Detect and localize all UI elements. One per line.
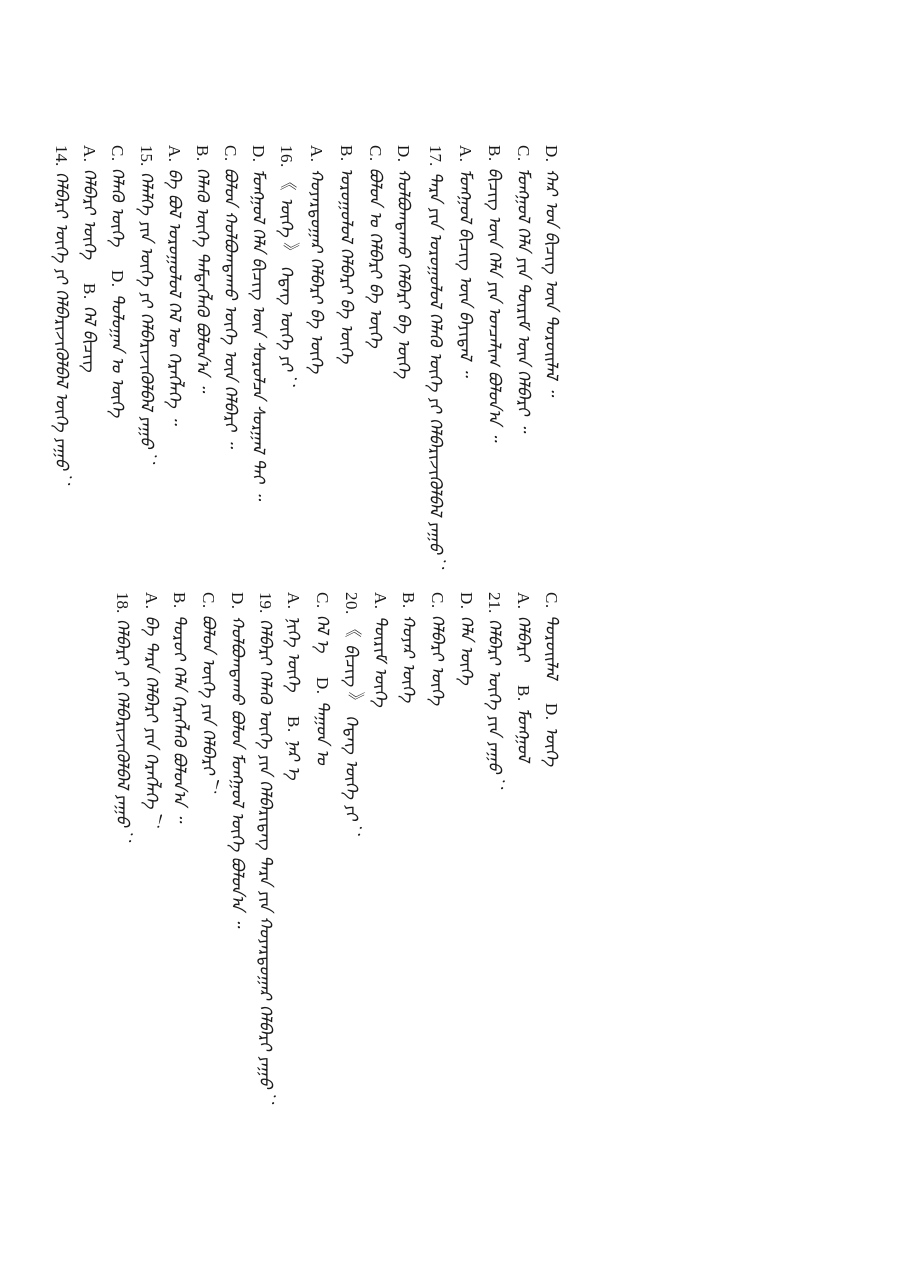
option-label: B. — [514, 684, 533, 702]
option-text: ᠬᠡᠯᠡ ᠦᠭᠡ — [456, 615, 476, 685]
option-text: ᠬᠡᠯ ᠪᠢᠴᠢᠭ — [79, 305, 99, 372]
option-text: ᠬᠠᠷ ᠤᠨ ᠪᠢᠴᠢᠭ ᠦᠨ ᠳᠣᠷᠤᠢᠯᠠᠯ ᠃ — [541, 168, 561, 396]
option-text: ᠮᠣᠩᠭᠣᠯ ᠬᠡᠯᠡ ᠶᠢᠨ ᠳᠦᠷᠢᠮ ᠦᠨ ᠬᠡᠯᠪᠡᠷᠢ ᠃ — [513, 167, 533, 432]
option-line — [371, 592, 389, 707]
question-text: ᠬᠡᠯᠪᠡᠷᠢ ᠶᠢ ᠬᠡᠯᠪᠡᠷᠢᠵᠢᠭᠦᠯᠪᠡᠯ ᠶᠠᠭᠤ ： — [112, 618, 132, 849]
option-text: ᠤᠷᠤᠭᠤᠯᠤᠯ ᠬᠡᠯᠪᠡᠷᠢ ᠪᠠ ᠦᠭᠡ — [336, 167, 356, 364]
option-label: D. — [542, 145, 561, 163]
option-text: ᠬᠡᠯ ᠡ — [312, 614, 332, 653]
option-label: C. — [221, 145, 240, 162]
option-label: A. — [165, 145, 184, 163]
option-line — [142, 592, 160, 831]
option-text: ᠪᠢᠴᠢᠭ ᠦᠨ ᠬᠡᠯᠡ ᠶᠢᠨ ᠣᠨᠴᠠᠯᠢᠭ ᠪᠣᠯᠤᠨ᠎ᠠ ᠃ — [484, 167, 504, 441]
option-label: A. — [307, 145, 326, 163]
option-label: A. — [456, 145, 475, 163]
option-label: B. — [80, 283, 99, 300]
question-line — [113, 592, 131, 849]
question-number: 15. — [137, 145, 156, 167]
option-text: ᠳᠦᠷᠢᠮ ᠦᠭᠡ — [370, 615, 390, 707]
question-text: ᠬᠡᠯᠪᠡᠷᠢ ᠦᠭᠡ ᠶᠢ ᠬᠡᠯᠪᠡᠷᠢᠵᠢᠭᠦᠯᠪᠡᠯ ᠦᠭᠡ ᠶᠠᠭᠤ ： — [51, 171, 71, 492]
option-line — [399, 592, 417, 702]
option-label: D. — [394, 145, 413, 163]
option-line — [428, 592, 446, 705]
option-label: C. — [514, 145, 533, 162]
option-label: C. — [366, 145, 385, 162]
question-number: 16. — [277, 145, 296, 168]
option-label: A. — [142, 592, 161, 610]
question-line — [485, 592, 503, 795]
question-text: 《 ᠦᠭᠡ 》 ᠭᠡᠳᠡᠭ ᠦᠭᠡ ᠶᠢ ： — [276, 173, 296, 393]
option-label: B. — [284, 715, 303, 733]
option-pair-second — [284, 716, 302, 780]
option-text: ᠪᠠ ᠲᠡᠷᠡ ᠬᠡᠯᠪᠡᠷᠢ ᠶᠢᠨ ᠬᠡᠷᠡᠭᠯᠡᠭᠡ ！ — [141, 615, 161, 831]
option-text: ᠳᠣᠷᠤᠢ ᠬᠡᠯᠡ ᠬᠡᠷᠡᠭᠯᠡᠬᠦ ᠪᠣᠯᠤᠨ᠎ᠠ ᠃ — [169, 614, 189, 822]
option-text: ᠮᠣᠩᠭᠣᠯ — [513, 707, 533, 762]
option-label: A. — [371, 592, 390, 610]
option-text: ᠪᠠ ᠪᠣᠯ ᠤᠷᠤᠭᠤᠯᠤᠯ ᠬᠡᠯ ᠦ ᠬᠡᠷᠡᠭᠯᠡᠭᠡ ᠃ — [164, 168, 184, 425]
option-text: ᠳᠣᠷᠤᠢᠯᠠᠯ — [541, 614, 561, 679]
question-number: 19. — [256, 592, 275, 614]
option-text: ᠮᠣᠩᠭᠣᠯ ᠬᠡᠯᠡ ᠪᠢᠴᠢᠭ ᠦᠨ ᠰᠤᠷᠤᠯᠴᠠ ᠰᠤᠷᠭᠠᠯ ᠲᠠᠢ ᠃ — [248, 168, 268, 500]
option-line — [199, 592, 217, 797]
option-text: ᠬᠣᠶᠠᠷ ᠦᠭᠡ — [398, 614, 418, 703]
option-label: B. — [170, 592, 189, 609]
question-text: 《 ᠪᠢᠴᠢᠭ 》 ᠭᠡᠳᠡᠭ ᠦᠭᠡ ᠶᠢ ： — [341, 620, 361, 843]
option-pair-second — [542, 703, 560, 766]
option-text: ᠬᠡᠯᠪᠡᠷᠢ — [513, 615, 533, 661]
option-pair-second — [313, 677, 331, 765]
option-text: ᠬᠡᠯᠡᠬᠦ ᠦᠭᠡ — [107, 167, 127, 247]
option-line — [457, 592, 475, 685]
option-label: C. — [542, 592, 561, 609]
question-text: ᠬᠡᠯᠪᠡᠷᠢ ᠦᠭᠡ ᠶᠢᠨ ᠶᠠᠭᠤ ： — [484, 618, 504, 796]
option-label: D. — [249, 145, 268, 163]
option-text: ᠨᠡᠷ ᠡ — [283, 738, 303, 780]
option-text: ᠬᠡᠯᠪᠡᠷᠢ ᠦᠭᠡ — [427, 614, 447, 706]
option-label: B. — [337, 145, 356, 162]
option-label: A. — [514, 592, 533, 610]
option-text: ᠳᠣᠯᠤᠭᠠᠨ ᠤ ᠦᠭᠡ — [107, 293, 127, 418]
option-text: ᠪᠣᠯᠤᠨ ᠦᠭᠡ ᠶᠢᠨ ᠬᠡᠯᠪᠡᠷᠢ ！ — [198, 614, 218, 797]
option-label: D. — [542, 702, 561, 721]
option-label: C. — [199, 592, 218, 609]
question-number: 18. — [113, 592, 132, 614]
question-number: 17. — [426, 145, 445, 167]
option-line — [228, 592, 246, 927]
option-text: ᠨᠢᠭᠡ ᠦᠭᠡ — [283, 615, 303, 692]
question-text: ᠬᠡᠯᠡᠯᠭᠡ ᠶᠢᠨ ᠦᠭᠡ ᠶᠢ ᠬᠡᠯᠪᠡᠷᠢᠵᠢᠭᠦᠯᠪᠡᠯ ᠶᠠᠭᠤ ： — [136, 171, 156, 471]
option-text: ᠪᠣᠯᠤᠨ ᠬᠣᠯᠪᠣᠭᠳᠠᠬᠤ ᠦᠭᠡ ᠦᠨ ᠬᠡᠯᠪᠡᠷᠢ ᠃ — [220, 167, 240, 448]
option-label: B. — [485, 145, 504, 162]
option-text: ᠦᠭᠡ — [541, 726, 561, 766]
question-line — [256, 592, 274, 1110]
question-number: 20. — [342, 592, 361, 615]
option-label: D. — [313, 676, 332, 695]
option-label: D. — [108, 270, 127, 288]
option-line — [313, 592, 331, 764]
question-number: 21. — [485, 592, 504, 614]
option-label: C. — [428, 592, 447, 609]
option-label: B. — [399, 592, 418, 609]
option-label: B. — [193, 145, 212, 162]
question-line — [342, 592, 360, 842]
question-text: ᠬᠡᠯᠪᠡᠷᠢ ᠬᠡᠯᠡᠬᠦ ᠦᠭᠡ ᠶᠢᠨ ᠬᠡᠯᠪᠡᠷᠢᠳᠡᠭ ᠲᠡᠷᠡ ᠶᠢᠨ ᠬᠣᠶᠠᠷᠳᠤᠭᠠᠷ ᠬᠡᠯᠪᠡᠷᠢ ᠶᠠᠭᠤ ： — [255, 618, 275, 1111]
option-text: ᠳᠠᠭᠤᠨ ᠤ — [312, 700, 332, 765]
option-text: ᠬᠡᠯᠪᠡᠷᠢ ᠦᠭᠡ — [79, 168, 99, 260]
question-number: 14. — [52, 145, 71, 167]
option-label: D. — [228, 592, 247, 610]
option-label: A. — [80, 145, 99, 163]
question-text: ᠲᠡᠷᠡ ᠶᠢᠨ ᠤᠷᠤᠭᠤᠯᠤᠯ ᠬᠡᠯᠡᠬᠦ ᠦᠭᠡ ᠶᠢ ᠬᠡᠯᠪᠡᠷᠢᠵᠢᠭᠦᠯᠪᠡᠯ ᠶᠠᠭᠤ ： — [425, 171, 445, 576]
option-line — [542, 592, 560, 766]
option-text: ᠬᠣᠯᠪᠣᠭᠳᠠᠬᠤ ᠬᠡᠯᠪᠡᠷᠢ ᠪᠠ ᠦᠭᠡ — [393, 168, 413, 379]
option-text: ᠬᠣᠶᠠᠷᠳᠤᠭᠠᠷ ᠬᠡᠯᠪᠡᠷᠢ ᠪᠠ ᠦᠭᠡ — [306, 168, 326, 374]
option-text: ᠬᠡᠯᠡᠬᠦ ᠦᠭᠡ ᠲᠡᠮᠳᠡᠭᠯᠡᠬᠦ ᠪᠣᠯᠤᠨ᠎ᠠ ᠃ — [192, 167, 212, 392]
option-text: ᠪᠣᠯᠤᠨ ᠤ ᠬᠡᠯᠪᠡᠷᠢ ᠪᠠ ᠦᠭᠡ — [365, 167, 385, 348]
option-label: D. — [457, 592, 476, 610]
option-line — [284, 592, 302, 779]
option-text: ᠬᠣᠯᠪᠣᠭᠳᠠᠬᠤ ᠪᠣᠯᠤᠨ ᠮᠣᠩᠭᠣᠯ ᠦᠭᠡ ᠪᠣᠯᠤᠨ᠎ᠠ ᠃ — [227, 615, 247, 927]
option-text: ᠮᠣᠩᠭᠣᠯ ᠪᠢᠴᠢᠭ ᠦᠨ ᠪᠠᠶᠢᠳᠠᠯ ᠃ — [455, 168, 475, 377]
option-line — [514, 592, 532, 761]
option-label: A. — [284, 592, 303, 610]
option-label: C. — [313, 592, 332, 609]
option-pair-second — [514, 685, 532, 761]
option-line — [170, 592, 188, 822]
option-label: C. — [108, 145, 127, 162]
